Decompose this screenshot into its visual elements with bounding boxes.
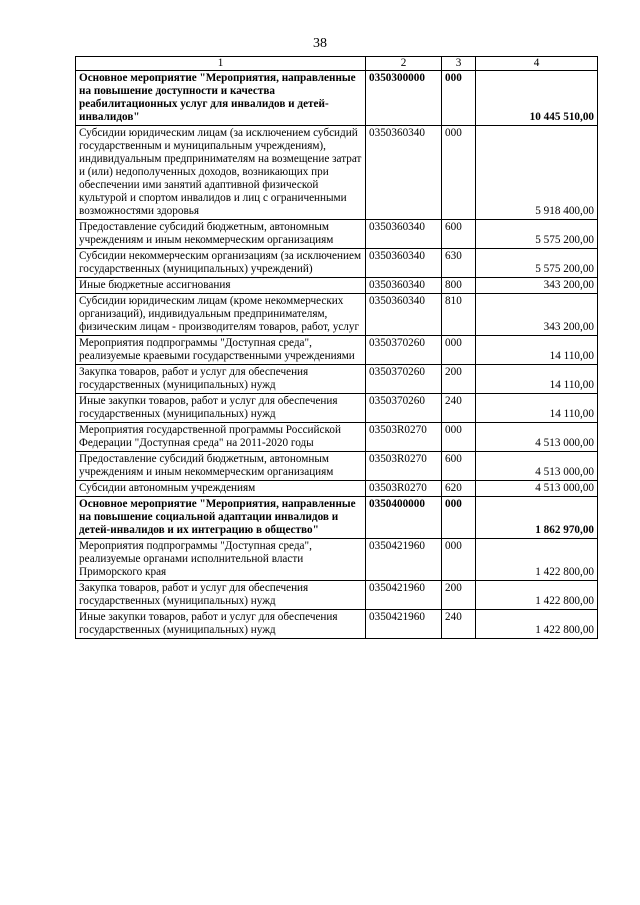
row-code: 0350421960 xyxy=(366,581,442,610)
row-code: 0350370260 xyxy=(366,336,442,365)
row-amount: 4 513 000,00 xyxy=(476,452,598,481)
row-code: 0350360340 xyxy=(366,249,442,278)
row-amount: 5 575 200,00 xyxy=(476,220,598,249)
budget-table xyxy=(75,56,598,639)
row-type: 600 xyxy=(442,220,476,249)
table-row xyxy=(76,539,598,581)
row-amount: 343 200,00 xyxy=(476,278,598,294)
row-amount: 1 422 800,00 xyxy=(476,581,598,610)
row-type: 000 xyxy=(442,126,476,220)
row-name: Иные бюджетные ассигнования xyxy=(76,278,366,294)
row-name: Мероприятия государственной программы Российской Федерации "Доступная среда" на 2011-2020 годы xyxy=(76,423,366,452)
row-code: 0350421960 xyxy=(366,539,442,581)
header-col-1: 1 xyxy=(76,57,366,71)
row-amount: 10 445 510,00 xyxy=(476,71,598,126)
row-type: 000 xyxy=(442,423,476,452)
table-header-row xyxy=(76,57,598,71)
row-code: 0350360340 xyxy=(366,126,442,220)
row-amount: 5 575 200,00 xyxy=(476,249,598,278)
row-code: 0350360340 xyxy=(366,294,442,336)
row-type: 240 xyxy=(442,610,476,639)
table-row xyxy=(76,294,598,336)
table-row xyxy=(76,365,598,394)
row-amount: 4 513 000,00 xyxy=(476,481,598,497)
row-name: Иные закупки товаров, работ и услуг для обеспечения государственных (муниципальных) нужд xyxy=(76,610,366,639)
row-name: Субсидии юридическим лицам (за исключением субсидий государственным и муниципальным учреждениям), индивидуальным предпринимателям на возмещение затрат и (или) недополученных доходов, возникающих при обеспечении ими занятий адаптивной физической культурой и спортом инвалидов и лиц с ограниченными возможностями здоровья xyxy=(76,126,366,220)
row-name: Основное мероприятие "Мероприятия, направленные на повышение социальной адаптации инвалидов и детей-инвалидов и их интеграцию в общество" xyxy=(76,497,366,539)
row-name: Мероприятия подпрограммы "Доступная среда", реализуемые органами исполнительной власти Приморского края xyxy=(76,539,366,581)
row-amount: 5 918 400,00 xyxy=(476,126,598,220)
row-name: Основное мероприятие "Мероприятия, направленные на повышение доступности и качества реабилитационных услуг для инвалидов и детей-инвалидов" xyxy=(76,71,366,126)
table-row xyxy=(76,581,598,610)
header-col-3: 3 xyxy=(442,57,476,71)
row-code: 0350360340 xyxy=(366,220,442,249)
row-name: Предоставление субсидий бюджетным, автономным учреждениям и иным некоммерческим организациям xyxy=(76,452,366,481)
header-col-2: 2 xyxy=(366,57,442,71)
row-name: Иные закупки товаров, работ и услуг для обеспечения государственных (муниципальных) нужд xyxy=(76,394,366,423)
table-row xyxy=(76,71,598,126)
row-type: 200 xyxy=(442,365,476,394)
table-row xyxy=(76,610,598,639)
table-row xyxy=(76,126,598,220)
row-amount: 14 110,00 xyxy=(476,365,598,394)
row-code: 03503R0270 xyxy=(366,423,442,452)
row-amount: 4 513 000,00 xyxy=(476,423,598,452)
row-amount: 1 862 970,00 xyxy=(476,497,598,539)
row-type: 000 xyxy=(442,71,476,126)
row-code: 0350421960 xyxy=(366,610,442,639)
table-row xyxy=(76,481,598,497)
row-type: 600 xyxy=(442,452,476,481)
row-type: 240 xyxy=(442,394,476,423)
row-code: 03503R0270 xyxy=(366,481,442,497)
row-name: Закупка товаров, работ и услуг для обеспечения государственных (муниципальных) нужд xyxy=(76,365,366,394)
row-code: 0350400000 xyxy=(366,497,442,539)
table-row xyxy=(76,452,598,481)
row-type: 000 xyxy=(442,497,476,539)
row-type: 630 xyxy=(442,249,476,278)
row-amount: 343 200,00 xyxy=(476,294,598,336)
row-code: 0350360340 xyxy=(366,278,442,294)
row-amount: 1 422 800,00 xyxy=(476,610,598,639)
header-col-4: 4 xyxy=(476,57,598,71)
row-name: Субсидии некоммерческим организациям (за исключением государственных (муниципальных) учреждений) xyxy=(76,249,366,278)
row-amount: 14 110,00 xyxy=(476,394,598,423)
table-row xyxy=(76,394,598,423)
row-amount: 14 110,00 xyxy=(476,336,598,365)
row-name: Субсидии автономным учреждениям xyxy=(76,481,366,497)
row-name: Мероприятия подпрограммы "Доступная среда", реализуемые краевыми государственными учреждениями xyxy=(76,336,366,365)
table-row xyxy=(76,497,598,539)
row-type: 800 xyxy=(442,278,476,294)
row-type: 000 xyxy=(442,539,476,581)
row-name: Закупка товаров, работ и услуг для обеспечения государственных (муниципальных) нужд xyxy=(76,581,366,610)
row-code: 0350370260 xyxy=(366,394,442,423)
row-name: Субсидии юридическим лицам (кроме некоммерческих организаций), индивидуальным предпринимателям, физическим лицам - производителям товаров, работ, услуг xyxy=(76,294,366,336)
table-row xyxy=(76,423,598,452)
row-type: 620 xyxy=(442,481,476,497)
row-code: 0350300000 xyxy=(366,71,442,126)
row-name: Предоставление субсидий бюджетным, автономным учреждениям и иным некоммерческим организациям xyxy=(76,220,366,249)
row-type: 000 xyxy=(442,336,476,365)
row-type: 200 xyxy=(442,581,476,610)
row-code: 03503R0270 xyxy=(366,452,442,481)
table-row xyxy=(76,249,598,278)
row-code: 0350370260 xyxy=(366,365,442,394)
table-row xyxy=(76,220,598,249)
table-row xyxy=(76,336,598,365)
row-type: 810 xyxy=(442,294,476,336)
table-row xyxy=(76,278,598,294)
row-amount: 1 422 800,00 xyxy=(476,539,598,581)
page-number: 38 xyxy=(313,36,327,51)
